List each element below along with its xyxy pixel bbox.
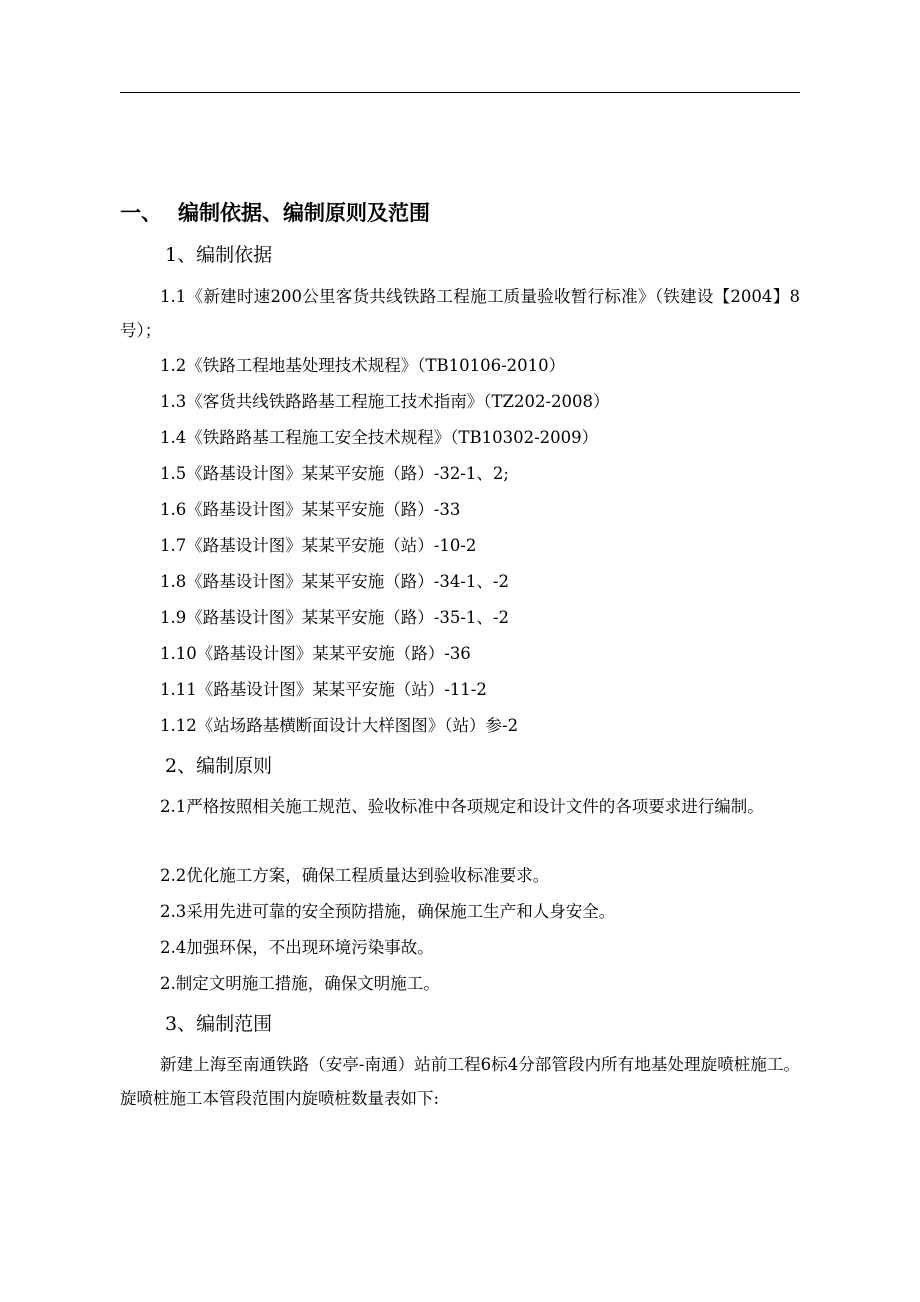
basis-item-1-5: 1.5《路基设计图》某某平安施（路）-32-1、2; [160,464,509,483]
basis-item-1-1: 1.1《新建时速200公里客货共线铁路工程施工质量验收暂行标准》（铁建设【2004】8号）； [120,287,800,340]
principle-item-2-1: 2.1严格按照相关施工规范、验收标准中各项规定和设计文件的各项要求进行编制。 [160,797,764,816]
basis-item-1-12: 1.12《站场路基横断面设计大样图图》（站）参-2 [160,716,519,735]
principle-item-2-5: 2.制定文明施工措施，确保文明施工。 [160,974,440,993]
basis-item-1-10: 1.10《路基设计图》某某平安施（路）-36 [160,644,471,663]
basis-item-1-8: 1.8《路基设计图》某某平安施（路）-34-1、-2 [160,572,509,591]
principle-item-2-2: 2.2优化施工方案，确保工程质量达到验收标准要求。 [160,866,550,885]
principle-item-2-4: 2.4加强环保，不出现环境污染事故。 [160,938,434,957]
subheading-basis: 1、编制依据 [165,244,273,266]
section-heading [120,200,430,226]
subheading-scope: 3、编制范围 [165,1013,273,1035]
basis-item-1-3: 1.3《客货共线铁路路基工程施工技术指南》（TZ202-2008） [160,392,610,411]
basis-item-1-2: 1.2《铁路工程地基处理技术规程》（TB10106-2010） [160,356,566,375]
header-rule [120,92,800,93]
basis-item-1-6: 1.6《路基设计图》某某平安施（路）-33 [160,500,461,519]
subheading-principles: 2、编制原则 [165,755,273,777]
scope-paragraph: 新建上海至南通铁路（安亭-南通）站前工程6标4分部管段内所有地基处理旋喷桩施工。旋喷桩施工本管段范围内旋喷桩数量表如下: [120,1055,800,1108]
section-title: 编制依据、编制原则及范围 [178,201,430,225]
basis-item-1-4: 1.4《铁路路基工程施工安全技术规程》（TB10302-2009） [160,428,599,447]
basis-item-1-9: 1.9《路基设计图》某某平安施（路）-35-1、-2 [160,608,509,627]
section-number: 一、 [120,201,162,225]
basis-item-1-7: 1.7《路基设计图》某某平安施（站）-10-2 [160,536,477,555]
basis-item-1-11: 1.11《路基设计图》某某平安施（站）-11-2 [160,680,487,699]
principle-item-2-3: 2.3采用先进可靠的安全预防措施，确保施工生产和人身安全。 [160,902,616,921]
